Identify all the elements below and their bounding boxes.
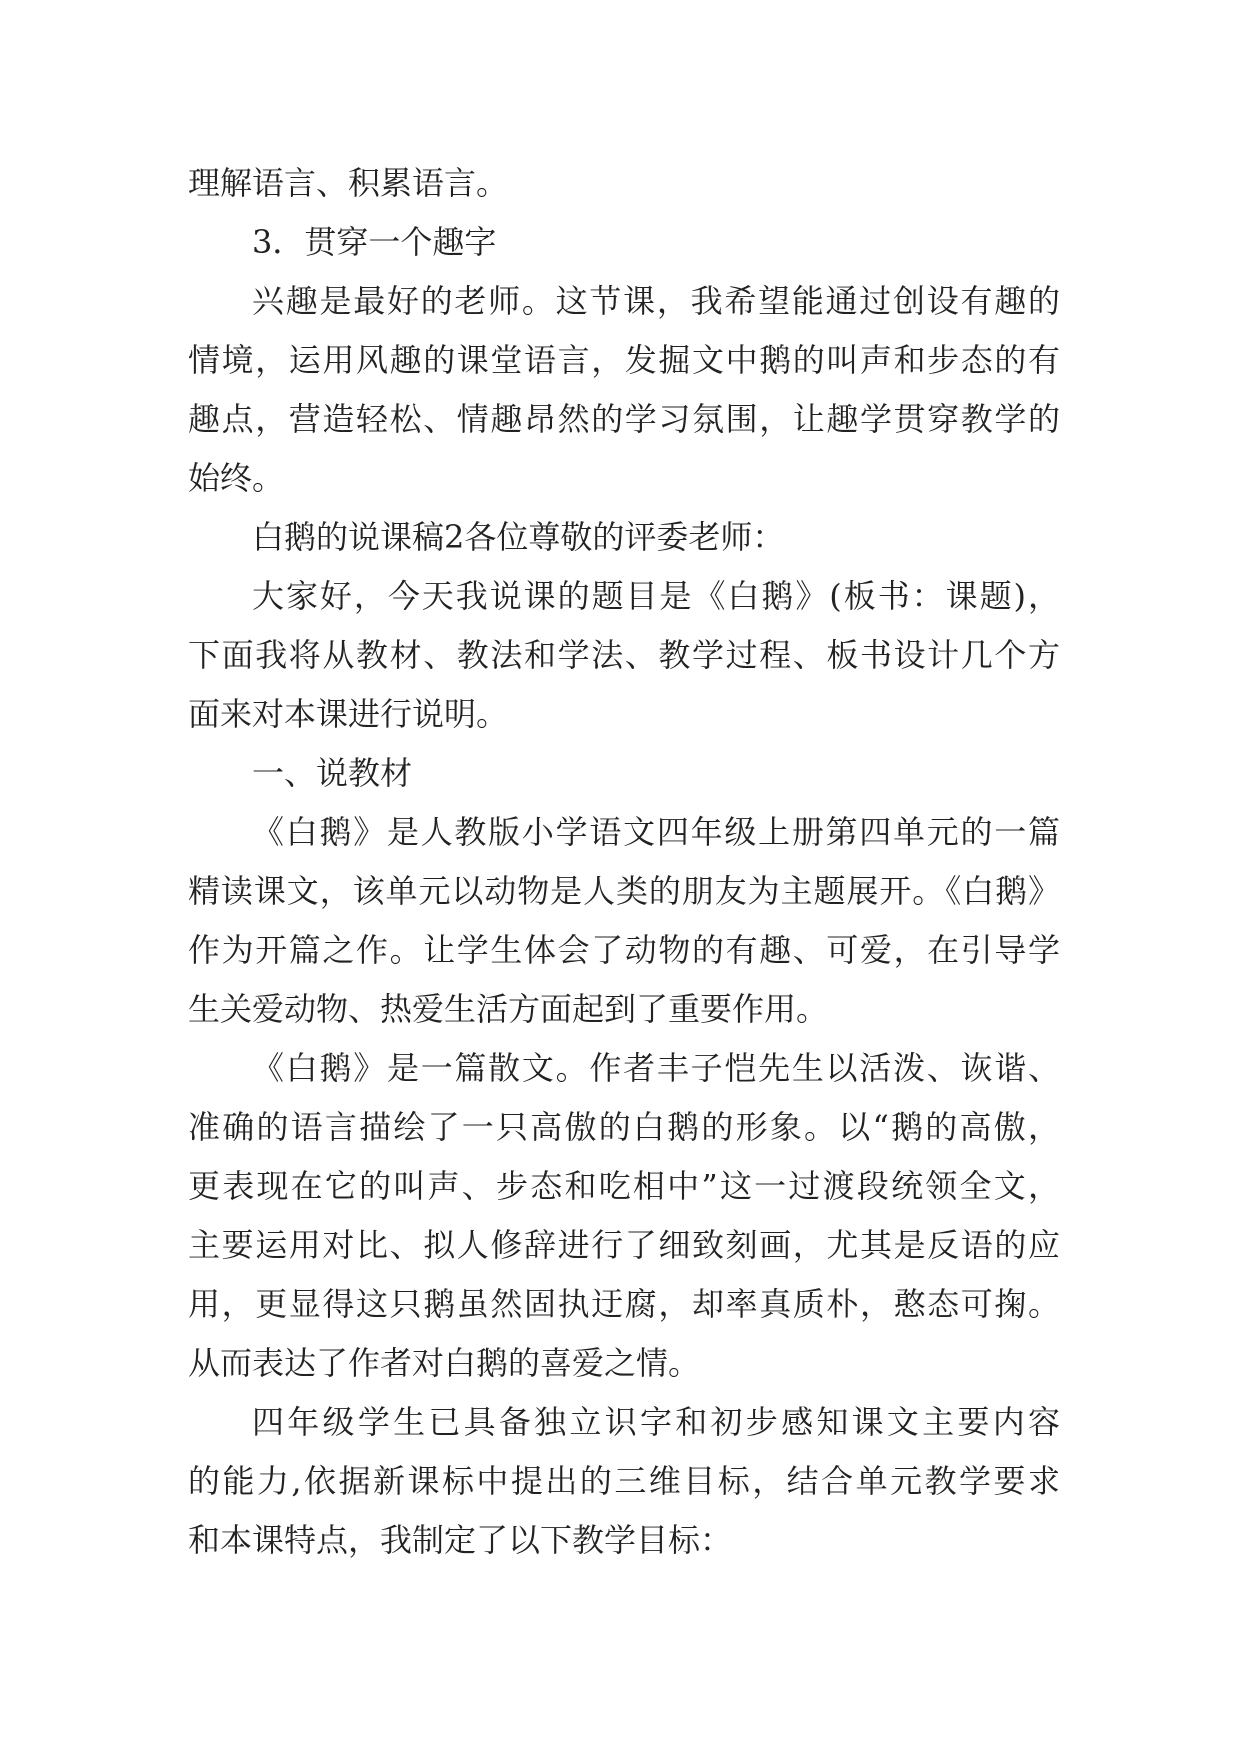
text-line: 用，更显得这只鹅虽然固执迂腐，却率真质朴，憨态可掬。 xyxy=(188,1285,1060,1323)
text-line: 情境，运用风趣的课堂语言，发掘文中鹅的叫声和步态的有 xyxy=(188,341,1060,379)
text-line: 生关爱动物、热爱生活方面起到了重要作用。 xyxy=(188,990,829,1028)
text-line: 始终。 xyxy=(188,459,285,497)
paragraph xyxy=(188,508,1060,567)
text-line: 兴趣是最好的老师。这节课，我希望能通过创设有趣的 xyxy=(252,282,1060,320)
heading-line: 一、说教材 xyxy=(252,754,413,792)
paragraph xyxy=(188,803,1060,1039)
document-body xyxy=(188,154,1060,1570)
paragraph-continued xyxy=(188,154,1060,213)
text-line: 从而表达了作者对白鹅的喜爱之情。 xyxy=(188,1344,701,1382)
text-line: 和本课特点，我制定了以下教学目标： xyxy=(188,1521,733,1559)
text-line: 四年级学生已具备独立识字和初步感知课文主要内容 xyxy=(252,1403,1060,1441)
text-line: 大家好，今天我说课的题目是《白鹅》(板书：课题)， xyxy=(252,577,1060,615)
text-line: 主要运用对比、拟人修辞进行了细致刻画，尤其是反语的应 xyxy=(188,1226,1060,1264)
text-line: 面来对本课进行说明。 xyxy=(188,695,509,733)
text-line: 理解语言、积累语言。 xyxy=(188,164,509,202)
text-line: 《白鹅》是人教版小学语文四年级上册第四单元的一篇 xyxy=(252,813,1060,851)
text-line: 的能力,依据新课标中提出的三维目标，结合单元教学要求 xyxy=(188,1462,1060,1500)
text-line: 《白鹅》是一篇散文。作者丰子恺先生以活泼、诙谐、 xyxy=(252,1049,1060,1087)
paragraph xyxy=(188,567,1060,744)
text-line: 作为开篇之作。让学生体会了动物的有趣、可爱，在引导学 xyxy=(188,931,1060,969)
heading-line: 3．贯穿一个趣字 xyxy=(252,223,497,261)
text-line: 准确的语言描绘了一只高傲的白鹅的形象。以“鹅的高傲， xyxy=(188,1108,1060,1146)
text-line: 下面我将从教材、教法和学法、教学过程、板书设计几个方 xyxy=(188,636,1060,674)
paragraph xyxy=(188,272,1060,508)
section-heading-1 xyxy=(188,744,1060,803)
paragraph xyxy=(188,1039,1060,1393)
section-heading-3 xyxy=(188,213,1060,272)
text-line: 更表现在它的叫声、步态和吃相中”这一过渡段统领全文， xyxy=(188,1167,1060,1205)
text-line: 精读课文，该单元以动物是人类的朋友为主题展开。《白鹅》 xyxy=(188,872,1060,910)
text-line: 趣点，营造轻松、情趣昂然的学习氛围，让趣学贯穿教学的 xyxy=(188,400,1060,438)
paragraph xyxy=(188,1393,1060,1570)
text-line: 白鹅的说课稿2各位尊敬的评委老师： xyxy=(252,518,785,556)
